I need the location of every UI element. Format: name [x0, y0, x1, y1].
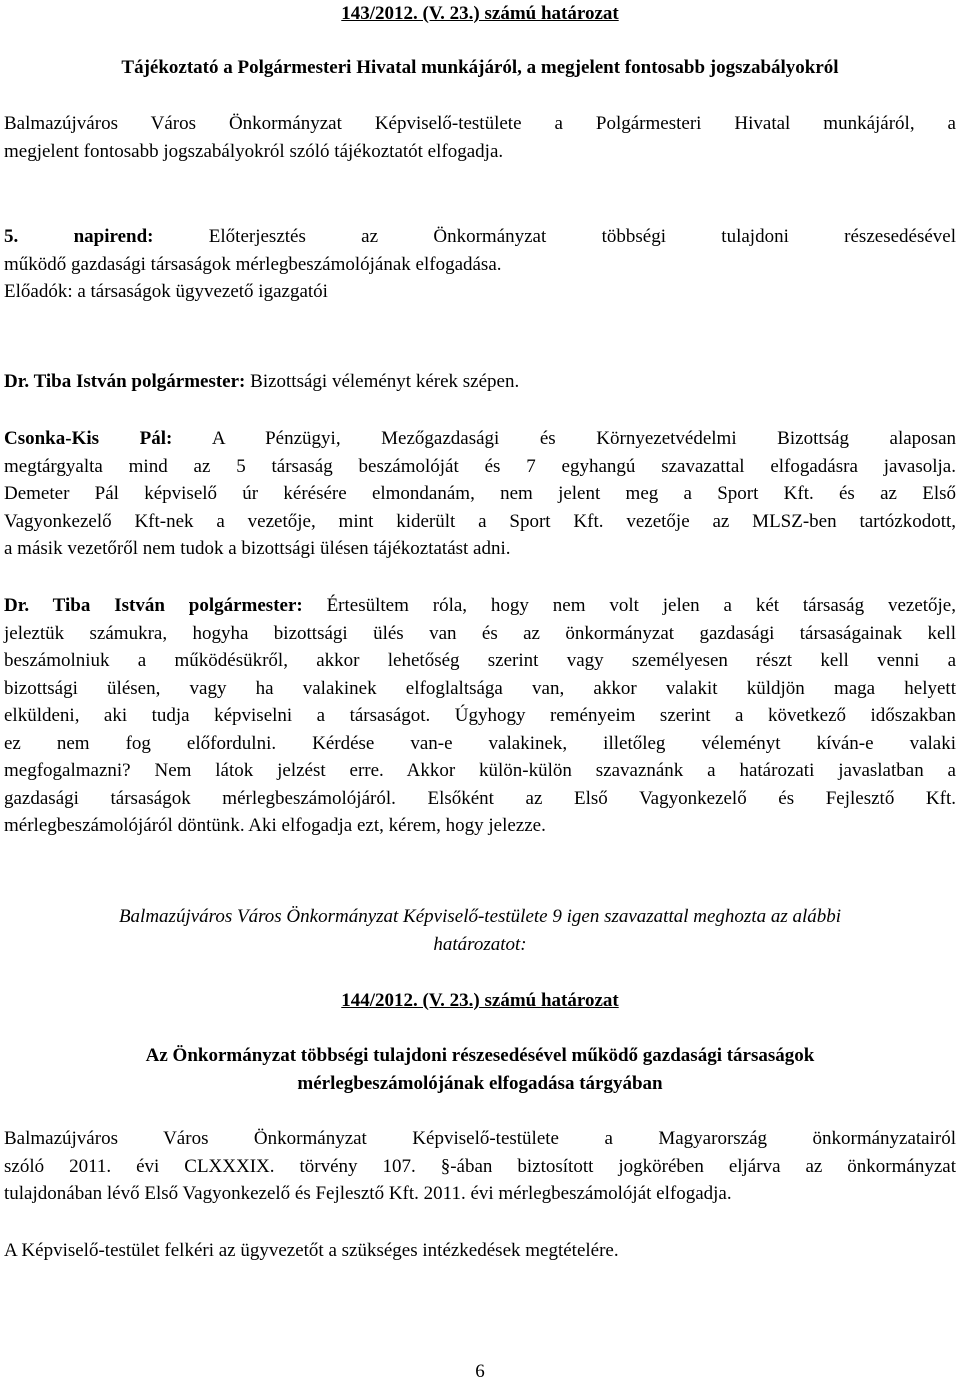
agenda-text: Előterjesztés az Önkormányzat többségi tulajdoni részesedésével	[153, 226, 956, 247]
speaker-name: Csonka-Kis Pál:	[4, 428, 173, 449]
resolution-number-text: 143/2012. (V. 23.) számú határozat	[341, 3, 619, 24]
speech-line: megfogalmazni? Nem látok jelzést erre. Akkor külön-külön szavaznánk a határozati javaslatban a	[4, 760, 956, 781]
speech-text: Értesültem róla, hogy nem volt jelen a két társaság vezetője,	[302, 595, 956, 616]
speech-line: elküldeni, aki tudja képviselni a társaságot. Úgyhogy reményeim szerint a következő időszakban	[4, 705, 956, 726]
resolution-number	[4, 0, 956, 28]
resolution-body-line: megjelent fontosabb jogszabályokról szóló tájékoztatót elfogadja.	[4, 140, 504, 162]
agenda-presenters: Előadók: a társaságok ügyvezető igazgatói	[4, 281, 328, 302]
speech-line: bizottsági ülésen, vagy ha valakinek elfoglaltsága van, akkor valakit küldjön maga helyett	[4, 677, 956, 699]
speech-line: beszámolniuk a működésükről, akkor lehetőség szerint vagy személyesen részt kell venni a	[4, 650, 956, 671]
resolution-title	[4, 1042, 956, 1097]
resolution-title-line: Az Önkormányzat többségi tulajdoni részesedésével működő gazdasági társaságok	[145, 1045, 815, 1066]
resolution-body-line: tulajdonában lévő Első Vagyonkezelő és Fejlesztő Kft. 2011. évi mérlegbeszámolóját elfogadja.	[4, 1183, 732, 1204]
resolution-title-text: Tájékoztató a Polgármesteri Hivatal munkájáról, a megjelent fontosabb jogszabályokról	[121, 57, 839, 78]
resolution-instruction-text: A Képviselő-testület felkéri az ügyvezetőt a szükséges intézkedések megtételére.	[4, 1240, 619, 1261]
speaker-name: Dr. Tiba István polgármester:	[4, 371, 246, 392]
page-number: 6	[475, 1361, 485, 1382]
speech-line: mérlegbeszámolójáról döntünk. Aki elfogadja ezt, kérem, hogy jelezze.	[4, 815, 546, 836]
speech-text: A Pénzügyi, Mezőgazdasági és Környezetvédelmi Bizottság alaposan	[172, 428, 956, 449]
resolution-title-line: mérlegbeszámolójának elfogadása tárgyában	[297, 1072, 663, 1094]
resolution-body	[4, 1125, 956, 1208]
resolution-body-line: Balmazújváros Város Önkormányzat Képviselő-testülete a Polgármesteri Hivatal munkájáról, a	[4, 113, 956, 134]
resolution-body-line: szóló 2011. évi CLXXXIX. törvény 107. §-ában biztosított jogkörében eljárva az önkormányzat	[4, 1155, 956, 1177]
resolution-body-line: Balmazújváros Város Önkormányzat Képviselő-testülete a Magyarország önkormányzatairól	[4, 1128, 956, 1149]
resolution-body	[4, 110, 956, 165]
agenda-item	[4, 223, 956, 306]
speech-line: Demeter Pál képviselő úr kérésére elmondanám, nem jelent meg a Sport Kft. és az Első	[4, 483, 956, 504]
speech-line: gazdasági társaságok mérlegbeszámolójáról. Elsőként az Első Vagyonkezelő és Fejlesztő Kft.	[4, 787, 956, 809]
vote-line: határozatot:	[433, 933, 527, 955]
agenda-number: 5. napirend:	[4, 226, 154, 247]
speech-line: megtárgyalta mind az 5 társaság beszámolóját és 7 egyhangú szavazattal elfogadásra javasolja.	[4, 455, 956, 477]
vote-line: Balmazújváros Város Önkormányzat Képviselő-testülete 9 igen szavazattal meghozta az alábbi	[118, 906, 842, 927]
speech-line	[4, 592, 956, 620]
agenda-line	[4, 223, 956, 251]
vote-statement	[4, 903, 956, 958]
speaker-name: Dr. Tiba István polgármester:	[4, 595, 303, 616]
speech-line: ez nem fog előfordulni. Kérdése van-e valakinek, illetőleg véleményt kíván-e valaki	[4, 732, 956, 754]
speech	[4, 592, 956, 840]
speech-line: a másik vezetőről nem tudok a bizottsági ülésen tájékoztatást adni.	[4, 538, 511, 559]
speech-line: Vagyonkezelő Kft-nek a vezetője, mint kiderült a Sport Kft. vezetője az MLSZ-ben tartózkodott,	[4, 510, 956, 532]
speech-text: Bizottsági véleményt kérek szépen.	[245, 371, 520, 392]
resolution-number-text: 144/2012. (V. 23.) számú határozat	[341, 990, 619, 1011]
resolution-number	[4, 987, 956, 1015]
resolution-instruction	[4, 1237, 956, 1265]
agenda-line: működő gazdasági társaságok mérlegbeszámolójának elfogadása.	[4, 253, 502, 275]
speech-line: jeleztük számukra, hogyha bizottsági ülés van és az önkormányzat gazdasági társaságainak kell	[4, 622, 956, 644]
resolution-title	[4, 54, 956, 82]
speech	[4, 368, 956, 396]
speech	[4, 425, 956, 563]
speech-line	[4, 425, 956, 453]
